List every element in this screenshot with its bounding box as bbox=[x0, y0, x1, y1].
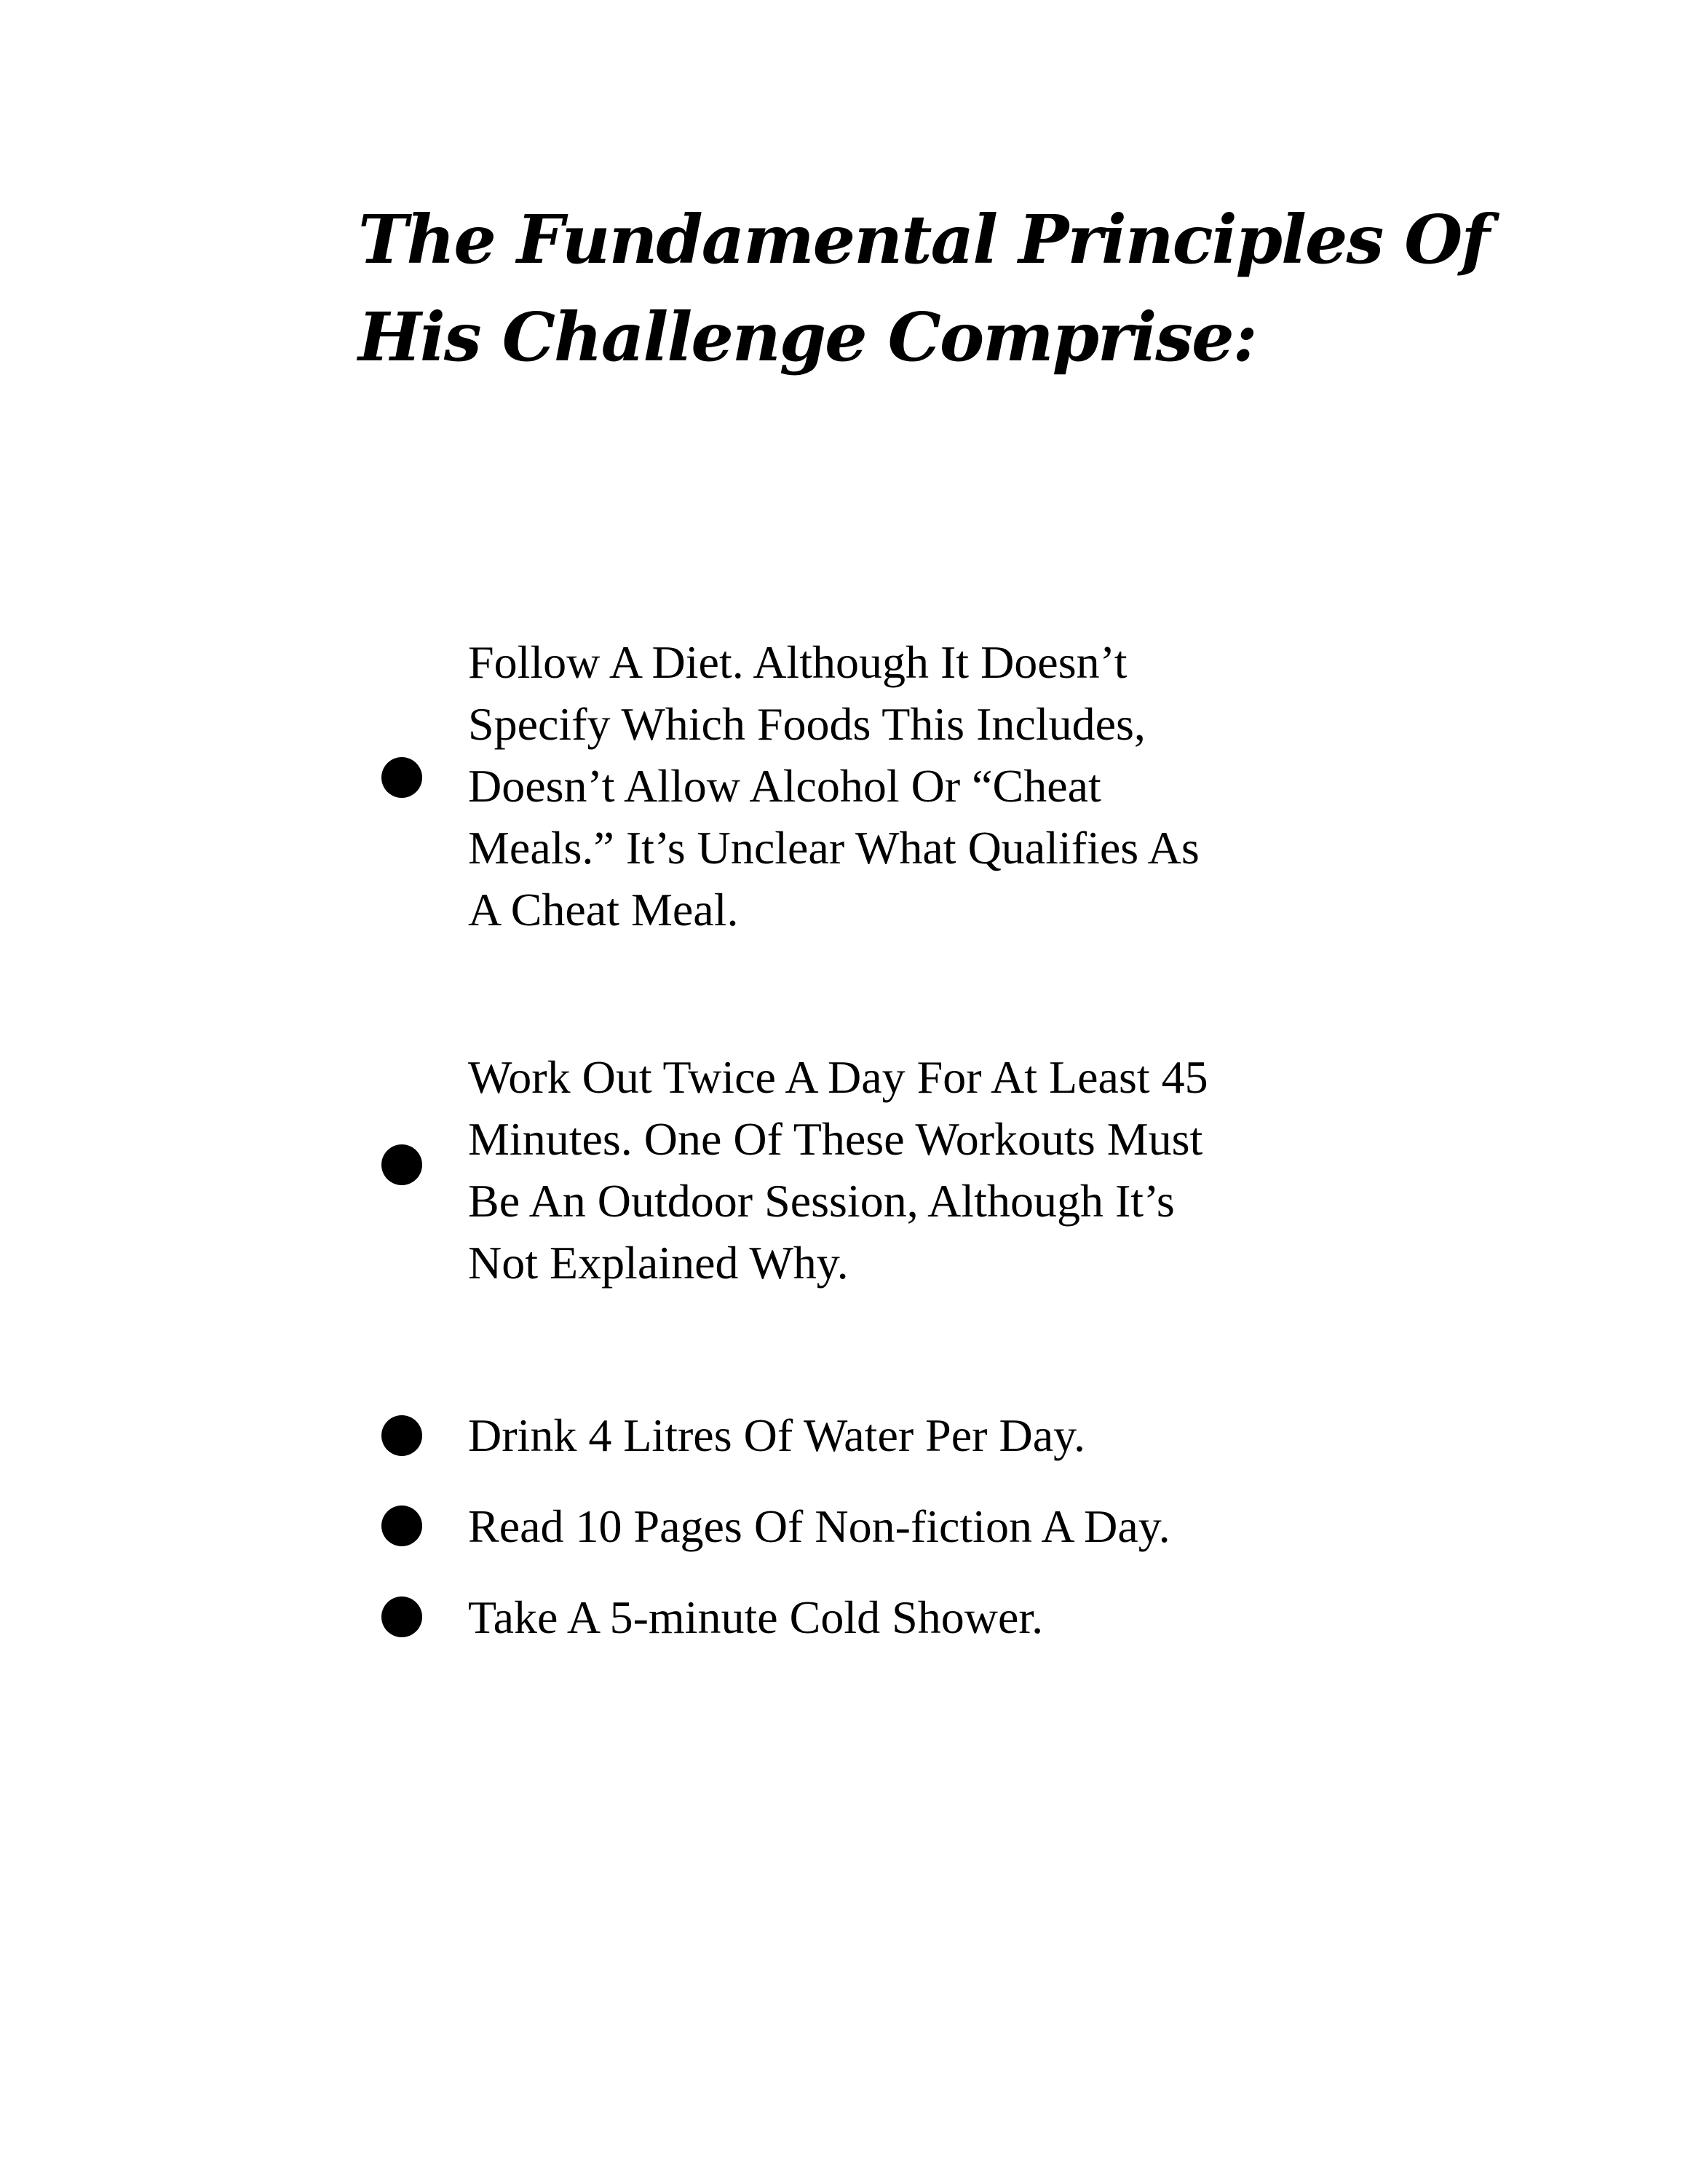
text-line: A Cheat Meal. bbox=[468, 884, 739, 935]
text-line: Be An Outdoor Session, Although It’s bbox=[468, 1175, 1175, 1227]
text-line: Read 10 Pages Of Non-fiction A Day. bbox=[468, 1500, 1170, 1552]
text-line: Meals.” It’s Unclear What Qualifies As bbox=[468, 822, 1200, 874]
heading-line-1: The Fundamental Principles Of bbox=[358, 200, 1489, 279]
bullet-icon bbox=[381, 1144, 422, 1185]
list-item-text bbox=[468, 1586, 1342, 1648]
text-line: Not Explained Why. bbox=[468, 1237, 849, 1289]
text-line: Drink 4 Litres Of Water Per Day. bbox=[468, 1409, 1085, 1461]
list-item-text bbox=[468, 1046, 1342, 1294]
list-item-text bbox=[468, 631, 1342, 941]
bullet-icon bbox=[381, 757, 422, 798]
bullet-icon bbox=[381, 1415, 422, 1456]
heading-line-2: His Challenge Comprise: bbox=[358, 298, 1256, 376]
text-line: Take A 5-minute Cold Shower. bbox=[468, 1591, 1044, 1643]
text-line: Doesn’t Allow Alcohol Or “Cheat bbox=[468, 760, 1101, 812]
list-item-text bbox=[468, 1495, 1342, 1557]
list-item-text bbox=[468, 1404, 1342, 1466]
bullet-icon bbox=[381, 1506, 422, 1546]
page-heading bbox=[358, 191, 1489, 386]
text-line: Follow A Diet. Although It Doesn’t bbox=[468, 636, 1128, 688]
text-line: Minutes. One Of These Workouts Must bbox=[468, 1113, 1203, 1165]
text-line: Work Out Twice A Day For At Least 45 bbox=[468, 1051, 1208, 1103]
bullet-icon bbox=[381, 1597, 422, 1637]
text-line: Specify Which Foods This Includes, bbox=[468, 698, 1146, 750]
